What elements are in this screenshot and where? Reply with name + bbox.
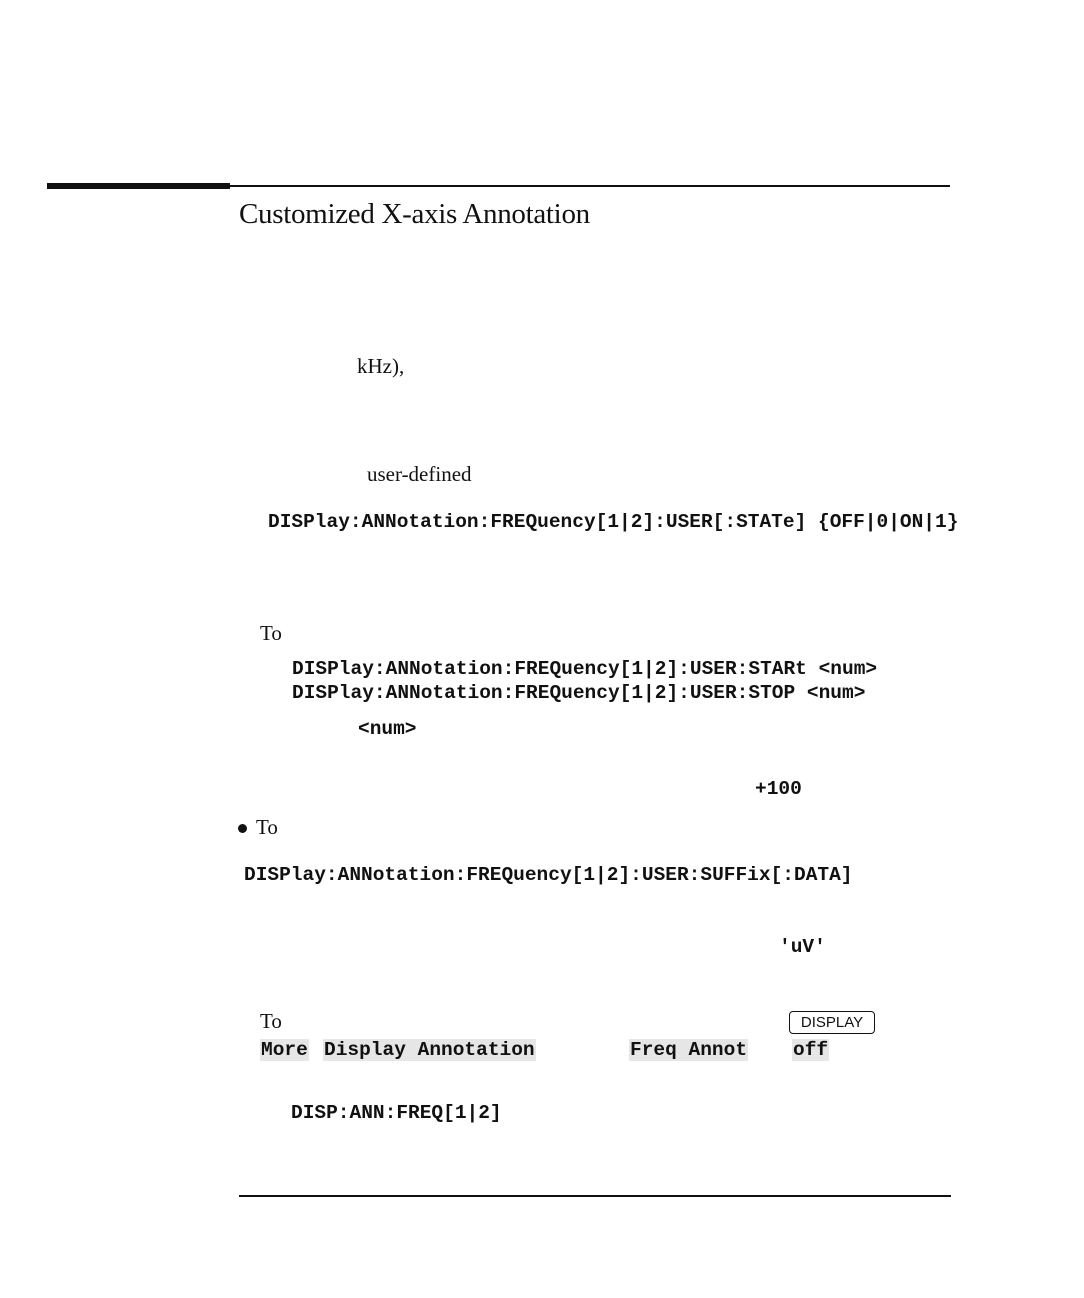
command-short-form: DISP:ANN:FREQ[1|2] [291, 1102, 502, 1124]
page-rule-bottom [239, 1195, 951, 1197]
section-title: Customized X-axis Annotation [239, 198, 590, 230]
parameter-num: <num> [358, 718, 417, 740]
command-user-stop: DISPlay:ANNotation:FREQuency[1|2]:USER:STOP <num> [292, 682, 866, 704]
bullet-icon [238, 824, 247, 833]
value-uv-suffix: 'uV' [779, 936, 826, 958]
command-user-state: DISPlay:ANNotation:FREQuency[1|2]:USER[:STATe] {OFF|0|ON|1} [268, 511, 959, 533]
text-fragment-to: To [260, 621, 282, 645]
display-annotation-softkey[interactable]: Display Annotation [324, 1039, 535, 1061]
value-plus-100: +100 [755, 778, 802, 800]
command-user-suffix: DISPlay:ANNotation:FREQuency[1|2]:USER:SUFFix[:DATA] [244, 864, 853, 886]
off-softkey[interactable]: off [793, 1039, 829, 1061]
section-rule-thick [47, 183, 230, 189]
text-fragment-khz: kHz), [357, 354, 405, 378]
display-hardkey[interactable]: DISPLAY [789, 1011, 875, 1034]
section-rule-top [230, 185, 950, 187]
text-fragment-user-defined: user-defined [367, 462, 472, 486]
more-softkey[interactable]: More [261, 1039, 308, 1061]
freq-annot-softkey[interactable]: Freq Annot [630, 1039, 748, 1061]
text-fragment-to: To [260, 1009, 282, 1033]
text-fragment-to: To [256, 815, 278, 839]
command-user-start: DISPlay:ANNotation:FREQuency[1|2]:USER:STARt <num> [292, 658, 878, 680]
